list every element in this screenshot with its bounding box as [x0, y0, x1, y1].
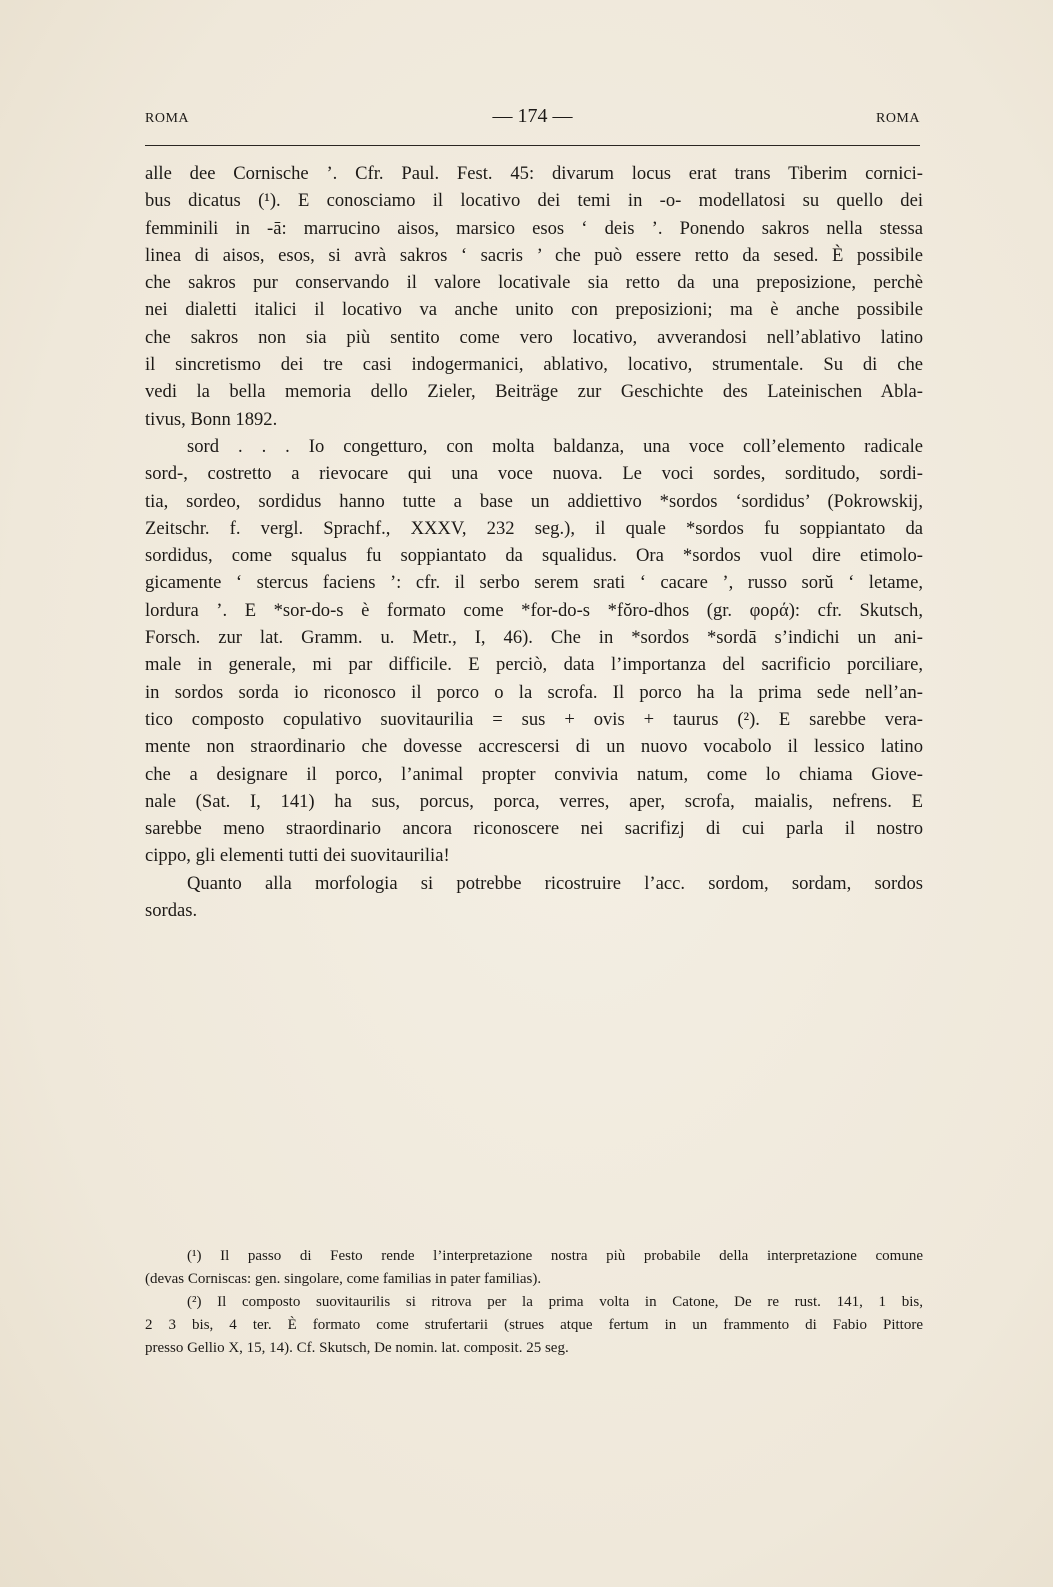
body-line: gicamente ‘ stercus faciens ’: cfr. il serbo serem srati ‘ cacare ’, russo sorŭ ‘ letame, [145, 572, 923, 594]
body-line: cippo, gli elementi tutti dei suovitaurilia! [145, 845, 450, 867]
body-text [145, 160, 923, 924]
footnote-line: (²) Il composto suovitaurilis si ritrova per la prima volta in Catone, De re rust. 141, 1 bis, [187, 1294, 923, 1310]
running-head-left: ROMA [145, 111, 190, 126]
body-line: Quanto alla morfologia si potrebbe ricostruire l’acc. sordom, sordam, sordos [187, 872, 923, 894]
body-line: mente non straordinario che dovesse accrescersi di un nuovo vocabolo il lessico latino [145, 736, 923, 758]
body-line: sord . . . Io congetturo, con molta baldanza, una voce coll’elemento radicale [187, 435, 923, 457]
page-number: — 174 — [492, 105, 573, 127]
body-line: tivus, Bonn 1892. [145, 408, 278, 430]
body-line: Forsch. zur lat. Gramm. u. Metr., I, 46). Che in *sordos *sordā s’indichi un ani- [145, 627, 923, 649]
body-line: bus dicatus (¹). E conosciamo il locativo dei temi in -o- modellatosi su quello dei [145, 190, 923, 212]
footnote-line: 2 3 bis, 4 ter. È formato come strufertarii (strues atque fertum in un frammento di Fabio Pittore [145, 1317, 923, 1333]
body-line: sarebbe meno straordinario ancora riconoscere nei sacrifizj di cui parla il nostro [145, 818, 923, 840]
body-line: tia, sordeo, sordidus hanno tutte a base un addiettivo *sordos ‘sordidus’ (Pokrowskij, [145, 490, 923, 512]
body-line: vedi la bella memoria dello Zieler, Beiträge zur Geschichte des Lateinischen Abla- [145, 381, 923, 403]
running-head-right: ROMA [875, 111, 920, 126]
body-line: che a designare il porco, l’animal propter convivia natum, come lo chiama Giove- [145, 763, 923, 785]
body-line: Zeitschr. f. vergl. Sprachf., XXXV, 232 seg.), il quale *sordos fu soppiantato da [145, 517, 923, 539]
body-line: sordidus, come squalus fu soppiantato da squalidus. Ora *sordos vuol dire etimolo- [145, 545, 923, 567]
header-rule [145, 145, 920, 146]
body-line: sord-, costretto a rievocare qui una voce nuova. Le voci sordes, sorditudo, sordi- [145, 463, 923, 485]
body-line: nale (Sat. I, 141) ha sus, porcus, porca, verres, aper, scrofa, maialis, nefrens. E [145, 790, 923, 812]
body-line: lordura ’. E *sor-do-s è formato come *for-do-s *fŏro-dhos (gr. φορά): cfr. Skutsch, [145, 599, 923, 621]
footnote-line: presso Gellio X, 15, 14). Cf. Skutsch, De nomin. lat. composit. 25 seg. [145, 1340, 569, 1356]
running-head [145, 105, 920, 133]
body-line: femminili in -ā: marrucino aisos, marsico esos ‘ deis ’. Ponendo sakros nella stessa [145, 217, 923, 239]
body-line: in sordos sorda io riconosco il porco o la scrofa. Il porco ha la prima sede nell’an- [145, 681, 923, 703]
body-line: sordas. [145, 900, 198, 922]
body-line: male in generale, mi par difficile. E perciò, data l’importanza del sacrificio porciliare, [145, 654, 923, 676]
footnotes [145, 1245, 923, 1360]
body-line: nei dialetti italici il locativo va anche unito con preposizioni; ma è anche possibile [145, 299, 923, 321]
body-line: tico composto copulativo suovitaurilia = sus + ovis + taurus (²). E sarebbe vera- [145, 708, 923, 730]
body-line: che sakros pur conservando il valore locativale sia retto da una preposizione, perchè [145, 272, 923, 294]
footnote-line: (devas Corniscas: gen. singolare, come familias in pater familias). [145, 1271, 542, 1287]
body-line: che sakros non sia più sentito come vero locativo, avverandosi nell’ablativo latino [145, 326, 923, 348]
footnote-line: (¹) Il passo di Festo rende l’interpretazione nostra più probabile della interpretazione comune [187, 1248, 923, 1264]
body-line: alle dee Cornische ’. Cfr. Paul. Fest. 45: divarum locus erat trans Tiberim cornici- [145, 163, 923, 184]
body-line: linea di aisos, esos, si avrà sakros ‘ sacris ’ che può essere retto da sesed. È possibile [145, 244, 923, 266]
body-line: il sincretismo dei tre casi indogermanici, ablativo, locativo, strumentale. Su di che [145, 354, 923, 376]
